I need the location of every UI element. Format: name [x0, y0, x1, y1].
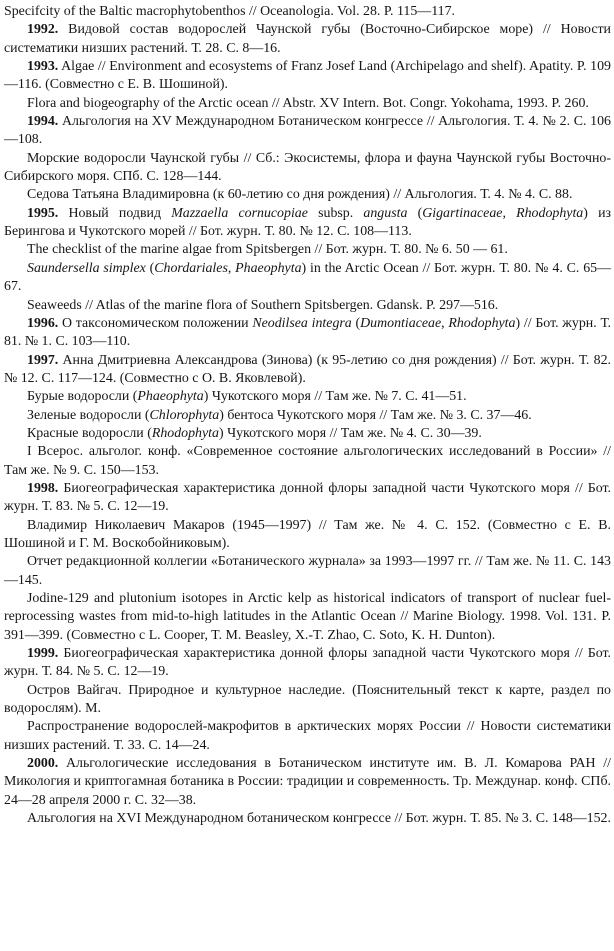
bibliography-entry: [4, 682, 611, 719]
entry-text: Распространение водорослей-макрофитов в арктических морях России // Новости систематики низших растений. Т. 33. С. 14—24.: [4, 719, 611, 753]
entry-text: The checklist of the marine algae from Spitsbergen // Бот. журн. Т. 80. № 6. 50 — 61.: [27, 242, 508, 258]
bibliography-entry: [4, 407, 611, 425]
italic-taxon: Rhodophyta: [151, 425, 219, 441]
entry-text: Альгологические исследования в Ботаническом институте им. В. Л. Комарова РАН // Микология и криптогамная ботаника в России: традиции и современность. Тр. Междунар. конф. СПб. 24—28 апреля 2000 г. С. 32—38.: [4, 756, 611, 808]
entry-year: 1997.: [27, 352, 59, 368]
bibliography-entry: [4, 3, 611, 21]
bibliography-entry: [4, 58, 611, 95]
bibliography-entry: [4, 810, 611, 828]
entry-year: 1992.: [27, 22, 59, 38]
entry-text: О таксономическом положении: [58, 315, 253, 331]
italic-taxon: Gigartinaceae: [422, 205, 503, 221]
entry-text: Биогеографическая характеристика донной флоры западной части Чукотского моря // Бот. журн. Т. 84. № 5. С. 12—19.: [4, 646, 611, 680]
italic-taxon: Phaeophyta: [137, 389, 204, 405]
italic-taxon: Chlorophyta: [149, 407, 220, 423]
entry-text: ,: [227, 260, 236, 276]
entry-year: 1999.: [27, 646, 59, 662]
entry-year: 1993.: [27, 59, 59, 75]
entry-text: Альгология на XV Международном Ботаническом конгрессе // Альгология. Т. 4. № 2. С. 106—108.: [4, 114, 611, 148]
entry-text: (: [351, 315, 361, 331]
entry-text: (: [407, 205, 423, 221]
bibliography-entry: [4, 755, 611, 810]
entry-text: Седова Татьяна Владимировна (к 60-летию со дня рождения) // Альгология. Т. 4. № 4. С. 88.: [27, 187, 573, 203]
entry-text: ,: [441, 315, 449, 331]
bibliography-entry: [4, 186, 611, 204]
bibliography-entry: [4, 113, 611, 150]
bibliography-entry: [4, 480, 611, 517]
entry-year: 2000.: [27, 756, 59, 772]
bibliography-entry: [4, 297, 611, 315]
bibliography-entry: [4, 590, 611, 645]
entry-text: Отчет редакционной коллегии «Ботанического журнала» за 1993—1997 гг. // Там же. № 11. С. 143—145.: [4, 554, 611, 588]
italic-taxon: Mazzaella cornucopiae: [171, 205, 308, 221]
entry-text: ) бентоса Чукотского моря // Там же. № 3. С. 37—46.: [219, 407, 532, 423]
entry-text: Flora and biogeography of the Arctic ocean // Abstr. XV Intern. Bot. Congr. Yokohama, 1993. P. 260.: [27, 95, 589, 111]
entry-text: Specifcity of the Baltic macrophytobenthos // Oceanologia. Vol. 28. P. 115—117.: [4, 4, 455, 19]
entry-text: Видовой состав водорослей Чаунской губы (Восточно-Сибирское море) // Новости систематики низших растений. Т. 28. С. 8—16.: [4, 22, 611, 56]
bibliography-entry: [4, 21, 611, 58]
italic-taxon: Rhodophyta: [516, 205, 584, 221]
entry-text: (: [145, 260, 155, 276]
entry-text: Зеленые водоросли (: [27, 407, 150, 423]
italic-taxon: angusta: [363, 205, 408, 221]
entry-text: Альгология на XVI Международном ботаническом конгрессе // Бот. журн. Т. 85. № 3. С. 148—152.: [27, 811, 611, 827]
bibliography-entry: [4, 95, 611, 113]
entry-text: ,: [502, 205, 517, 221]
italic-taxon: Phaeophyta: [235, 260, 302, 276]
entry-text: Jodine-129 and plutonium isotopes in Arctic kelp as historical indicators of transport of nuclear fuel-reprocessing wastes from mid-to-high latitudes in the Atlantic Ocean // Marine Biology. 1998. Vol. 131. P. 391—399. (Совместно с L. Cooper, T. M. Beasley, X.-T. Zhao, C. Soto, K. H. Dunton).: [4, 591, 611, 643]
entry-year: 1996.: [27, 315, 59, 331]
italic-taxon: Dumontiaceae: [360, 315, 442, 331]
entry-year: 1998.: [27, 480, 59, 496]
entry-text: ) in the Arctic Ocean // Бот. журн. Т. 80. № 4. С. 65—67.: [4, 260, 612, 295]
entry-text: ) из Берингова и Чукотского морей // Бот. журн. Т. 80. № 12. С. 108—113.: [4, 205, 611, 240]
entry-text: ) Чукотского моря // Там же. № 4. С. 30—39.: [218, 425, 482, 441]
bibliography-entry: [4, 553, 611, 590]
bibliography-entry: [4, 205, 611, 242]
bibliography-entry: [4, 517, 611, 554]
bibliography-entry: [4, 718, 611, 755]
italic-taxon: Neodilsea integra: [252, 315, 352, 331]
italic-taxon: Saundersella simplex: [27, 260, 146, 276]
entry-text: Остров Вайгач. Природное и культурное наследие. (Пояснительный текст к карте, раздел по водорослям). М.: [4, 682, 611, 717]
bibliography-entry: [4, 241, 611, 259]
bibliography-entry: [4, 315, 611, 352]
entry-text: Морские водоросли Чаунской губы // Сб.: Экосистемы, флора и фауна Чаунской губы Восточно-Сибирского моря. СПб. С. 128—144.: [4, 150, 611, 185]
bibliography-entry: [4, 260, 611, 297]
entry-text: Algae // Environment and ecosystems of Franz Josef Land (Archipelago and shelf). Apatity. P. 109—116. (Совместно с Е. В. Шошиной).: [4, 59, 611, 93]
entry-year: 1994.: [27, 114, 59, 130]
entry-text: I Всерос. альголог. конф. «Современное состояние альгологических исследований в России» // Там же. № 9. С. 150—153.: [4, 444, 611, 478]
bibliography-entry: [4, 645, 611, 682]
entry-text: subsp.: [307, 205, 364, 221]
italic-taxon: Rhodophyta: [448, 315, 516, 331]
bibliography-entry: [4, 425, 611, 443]
entry-text: Биогеографическая характеристика донной флоры западной части Чукотского моря // Бот. журн. Т. 83. № 5. С. 12—19.: [4, 480, 611, 515]
italic-taxon: Chordariales: [154, 260, 228, 276]
entry-text: Владимир Николаевич Макаров (1945—1997) // Там же. № 4. С. 152. (Совместно с Е. В. Шошиной и Г. М. Воскобойниковым).: [4, 517, 611, 551]
entry-text: Красные водоросли (: [27, 425, 152, 441]
entry-text: Новый подвид: [58, 205, 172, 221]
entry-text: ) Чукотского моря // Там же. № 7. С. 41—51.: [203, 389, 467, 405]
bibliography-entry: [4, 352, 611, 389]
entry-text: Seaweeds // Atlas of the marine flora of Southern Spitsbergen. Gdansk. P. 297—516.: [27, 297, 499, 313]
bibliography-entry: [4, 150, 611, 187]
entry-text: Анна Дмитриевна Александрова (Зинова) (к 95-летию со дня рождения) // Бот. журн. Т. 82. № 12. С. 117—124. (Совместно с О. В. Яковлевой).: [4, 352, 611, 386]
entry-text: Бурые водоросли (: [27, 389, 138, 405]
entry-year: 1995.: [27, 205, 59, 221]
bibliography-entry: [4, 443, 611, 480]
entry-text: ) // Бот. журн. Т. 81. № 1. С. 103—110.: [4, 315, 612, 350]
bibliography-entry: [4, 388, 611, 406]
